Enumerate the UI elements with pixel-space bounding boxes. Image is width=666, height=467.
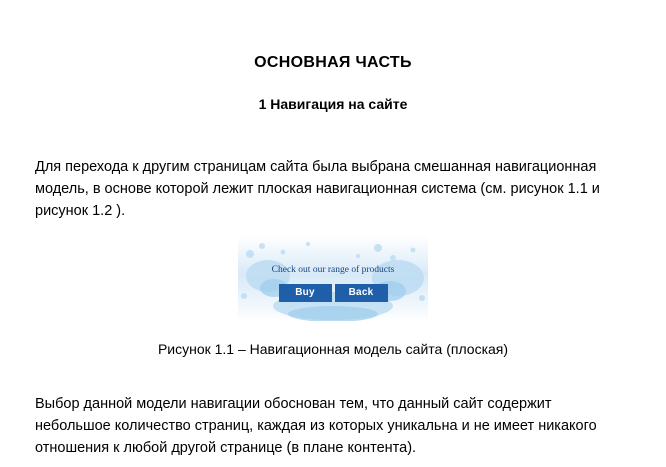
body-paragraph-1: Для перехода к другим страницам сайта была выбрана смешанная навигационная модель, в основе которой лежит плоская навигационная система (см. рисунок 1.1 и рисунок 1.2 ). — [35, 159, 600, 219]
back-button[interactable]: Back — [335, 284, 388, 302]
body-paragraph-2: Выбор данной модели навигации обоснован тем, что данный сайт содержит небольшое количество страниц, каждая из которых уникальна и не имеет никакого отношения к любой другой странице (в плане контента). — [35, 396, 597, 456]
buy-button[interactable]: Buy — [279, 284, 332, 302]
figure-caption: Рисунок 1.1 – Навигационная модель сайта (плоская) — [157, 341, 509, 357]
water-splash-icon — [238, 236, 428, 321]
figure-image — [238, 236, 428, 321]
figure-container — [35, 236, 631, 321]
figure-overlay-text: Check out our range of products — [271, 265, 395, 275]
figure-button-row — [238, 284, 428, 302]
page-title: ОСНОВНАЯ ЧАСТЬ — [254, 54, 412, 71]
section-heading: 1 Навигация на сайте — [258, 96, 408, 112]
